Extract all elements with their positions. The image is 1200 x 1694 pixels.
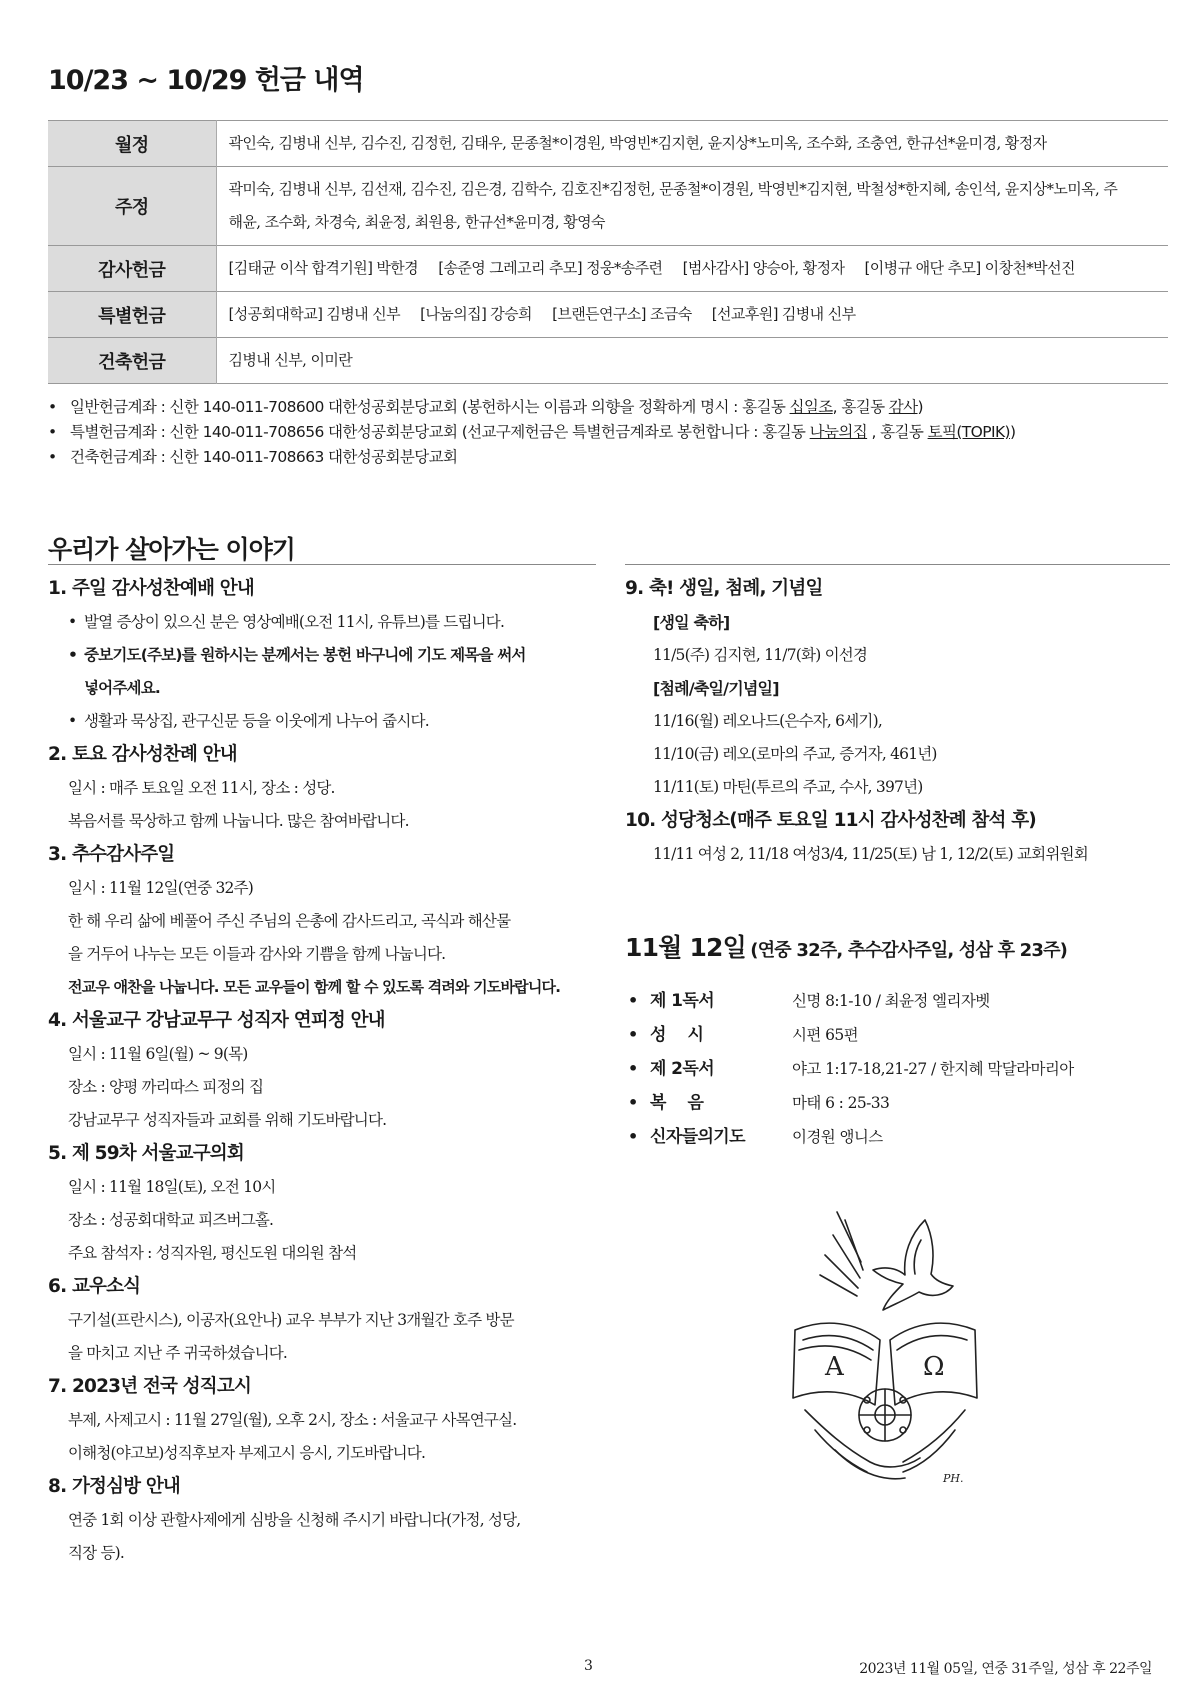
thanks-names: 정웅*송주련 [586,259,663,277]
special-names: 조금숙 [649,305,692,323]
reading-item [628,984,1074,1018]
item-heading: 6. 교우소식 [48,1276,141,1297]
account-underlined: 토픽(TOPIK) [927,423,1010,441]
reading-value: 야고 1:17-18,21-27 / 한지혜 막달라마리아 [792,1060,1074,1078]
thanks-label: 감사헌금 [48,246,216,292]
account-list [48,395,1015,470]
item-line: 주요 참석자 : 성직자원, 평신도원 대의원 참석 [68,1244,357,1262]
item-line: 넣어주세요. [84,679,160,697]
table-row-weekly [48,167,1168,246]
item-line: 구기설(프란시스), 이공자(요안나) 교우 부부가 지난 3개월간 호주 방문 [68,1311,514,1329]
account-text: , 홍길동 [867,423,928,441]
readings-subtitle: (연중 32주, 추수감사주일, 성삼 후 23주) [750,940,1068,961]
building-label: 건축헌금 [48,338,216,384]
offering-table [48,120,1168,384]
special-tag: [선교후원] [711,305,778,323]
item-heading: 9. 축! 생일, 첨례, 기념일 [625,578,823,599]
account-special [48,420,1015,445]
reading-label: 복 음 [650,1093,704,1113]
reading-value: 마태 6 : 25-33 [792,1094,890,1112]
birthday-line: 11/5(주) 김지현, 11/7(화) 이선경 [653,646,868,664]
account-underlined: 감사 [888,398,918,416]
special-names: 김병내 신부 [326,305,400,323]
special-label: 특별헌금 [48,292,216,338]
story-left-column [48,572,596,1570]
table-row-special [48,292,1168,338]
item-line: 부제, 사제고시 : 11월 27일(월), 오후 2시, 장소 : 서울교구 사목연구실. [68,1411,517,1429]
divider [48,564,596,565]
table-row-thanks [48,246,1168,292]
account-text: 일반헌금계좌 : 신한 140-011-708600 대한성공회분당교회 (봉헌하시는 이름과 의향을 정확하게 명시 : 홍길동 [70,398,790,416]
item-heading: 2. 토요 감사성찬례 안내 [48,744,237,765]
thanks-names: 양승아, 황정자 [752,259,845,277]
reading-label: 성 시 [650,1025,704,1045]
item-line: 장소 : 양평 까리따스 피정의 집 [68,1078,264,1096]
reading-value: 신명 8:1-10 / 최윤정 엘리자벳 [792,992,990,1010]
thanks-names: 박한경 [376,259,419,277]
special-names: 김병내 신부 [781,305,856,323]
weekly-line: 해윤, 조수화, 차경숙, 최윤정, 최원용, 한규선*윤미경, 황영숙 [228,213,605,231]
svg-text:Ω: Ω [923,1352,945,1382]
weekly-label: 주정 [48,167,216,246]
special-tag: [나눔의집] [420,305,487,323]
item-line: 일시 : 11월 6일(월) ~ 9(목) [68,1045,248,1063]
weekly-names [216,167,1168,246]
story-title: 우리가 살아가는 이야기 [48,535,295,564]
readings-list [628,984,1074,1154]
reading-label: 제 2독서 [650,1059,715,1079]
thanks-tag: [이병규 애단 추모] [864,259,981,277]
item-line: • 생활과 묵상집, 관구신문 등을 이웃에게 나누어 줍시다. [48,705,596,738]
story-right-column [625,572,1170,871]
account-general [48,395,1015,420]
account-text: ) [1009,423,1016,441]
weekly-line: 곽미숙, 김병내 신부, 김선재, 김수진, 김은경, 김학수, 김호진*김정헌, 문종철*이경원, 박영빈*김지현, 박철성*한지혜, 송인석, 윤지상*노미옥, 주 [228,180,1118,198]
feast-line: 11/10(금) 레오(로마의 주교, 증거자, 461년) [653,745,937,763]
reading-label: 신자들의기도 [650,1127,745,1147]
offering-title: 10/23 ~ 10/29 헌금 내역 [48,65,364,96]
monthly-line: 곽인숙, 김병내 신부, 김수진, 김정헌, 김태우, 문종철*이경원, 박영빈*김지현, 윤지상*노미옥, 조수화, 조충연, 한규선*윤미경, 황정자 [228,134,1047,152]
special-names: 강승희 [490,305,532,323]
reading-value: 이경원 앵니스 [792,1128,883,1146]
item-line: 전교우 애찬을 나눕니다. 모든 교우들이 함께 할 수 있도록 격려와 기도바랍니다. [68,978,561,996]
readings-date: 11월 12일 [625,933,746,962]
item-heading: 5. 제 59차 서울교구의회 [48,1143,244,1164]
item-line: 일시 : 11월 12일(연중 32주) [68,879,254,897]
thanks-names: 이창천*박선진 [984,259,1075,277]
item-heading: 1. 주일 감사성찬예배 안내 [48,578,254,599]
item-line: 장소 : 성공회대학교 피즈버그홀. [68,1211,274,1229]
account-text: ) [917,398,923,416]
table-row-building [48,338,1168,384]
account-text: , 홍길동 [832,398,889,416]
reading-item [628,1086,1074,1120]
item-heading: 8. 가정심방 안내 [48,1476,181,1497]
emblem-signature: PH. [943,1472,964,1485]
special-tag: [성공회대학교] [228,305,323,323]
account-underlined: 십일조 [789,398,833,416]
divider [625,564,1170,565]
item-line: 을 거두어 나누는 모든 이들과 감사와 기쁨을 함께 나눕니다. [68,945,446,963]
item-line: • 발열 증상이 있으신 분은 영상예배(오전 11시, 유튜브)를 드립니다. [48,606,596,639]
item-line: 강남교무구 성직자들과 교회를 위해 기도바랍니다. [68,1111,387,1129]
item-heading: 10. 성당청소(매주 토요일 11시 감사성찬례 참석 후) [625,810,1036,831]
reading-item [628,1018,1074,1052]
item-line: 직장 등). [68,1544,125,1562]
reading-item [628,1052,1074,1086]
item-line: 을 마치고 지난 주 귀국하셨습니다. [68,1344,288,1362]
thanks-tag: [범사감사] [682,259,749,277]
account-underlined: 나눔의집 [809,423,868,441]
account-building [48,445,1015,470]
item-line: • 중보기도(주보)를 원하시는 분께서는 봉헌 바구니에 기도 제목을 써서 [48,639,596,672]
item-line: 일시 : 11월 18일(토), 오전 10시 [68,1178,276,1196]
reading-label: 제 1독서 [650,991,715,1011]
reading-value: 시편 65편 [792,1026,858,1044]
table-row-monthly [48,121,1168,167]
thanks-tag: [송준영 그레고리 추모] [438,259,583,277]
item-heading: 7. 2023년 전국 성직고시 [48,1376,252,1397]
birthday-label: [생일 축하] [653,613,730,632]
reading-item [628,1120,1074,1154]
item-heading: 4. 서울교구 강남교무구 성직자 연피정 안내 [48,1010,385,1031]
monthly-names [216,121,1168,167]
item-line: 복음서를 묵상하고 함께 나눕니다. 많은 참여바랍니다. [68,812,409,830]
dove-alpha-omega-emblem-icon [775,1200,995,1494]
item-line: 이해청(야고보)성직후보자 부제고시 응시, 기도바랍니다. [68,1444,426,1462]
feast-line: 11/16(월) 레오나드(은수자, 6세기), [653,712,882,730]
readings-heading [625,928,1170,964]
feast-line: 11/11(토) 마틴(투르의 주교, 수사, 397년) [653,778,923,796]
account-text: 건축헌금계좌 : 신한 140-011-708663 대한성공회분당교회 [70,448,458,466]
thanks-tag: [김태균 이삭 합격기원] [228,259,373,277]
building-line: 김병내 신부, 이미란 [228,351,353,369]
svg-text:A: A [825,1352,844,1382]
account-text: 특별헌금계좌 : 신한 140-011-708656 대한성공회분당교회 (선교구제헌금은 특별헌금계좌로 봉헌합니다 : 홍길동 [70,423,810,441]
item-line: 연중 1회 이상 관할사제에게 심방을 신청해 주시기 바랍니다(가정, 성당, [68,1511,521,1529]
item-line: 한 해 우리 삶에 베풀어 주신 주님의 은총에 감사드리고, 곡식과 해산물 [68,912,511,930]
building-names [216,338,1168,384]
page-number: 3 [584,1658,593,1674]
special-tag: [브랜든연구소] [552,305,646,323]
thanks-entries [216,246,1168,292]
cleaning-line: 11/11 여성 2, 11/18 여성3/4, 11/25(토) 남 1, 12/2(토) 교회위원회 [653,845,1088,863]
feast-label: [첨례/축일/기념일] [653,679,779,698]
footer-date: 2023년 11월 05일, 연중 31주일, 성삼 후 22주일 [859,1661,1152,1677]
monthly-label: 월정 [48,121,216,167]
special-entries [216,292,1168,338]
item-heading: 3. 추수감사주일 [48,844,175,865]
item-line: 일시 : 매주 토요일 오전 11시, 장소 : 성당. [68,779,335,797]
